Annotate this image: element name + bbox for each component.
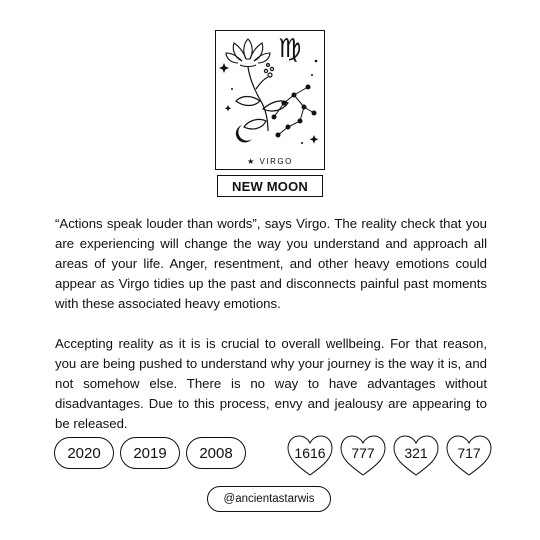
virgo-illustration bbox=[216, 31, 326, 171]
year-pill: 2019 bbox=[120, 437, 180, 469]
heart-number: 1616 bbox=[294, 445, 326, 461]
year-pills bbox=[54, 437, 246, 469]
virgo-glyph-icon: ♍ bbox=[278, 34, 302, 64]
heart-number: 717 bbox=[457, 445, 481, 461]
number-heart bbox=[286, 434, 334, 478]
paragraph-2: Accepting reality as it is is crucial to overall wellbeing. For that reason, you are being pushed to understand why your journey is the way it is, and not somehow else. There is no way to have advantages without disadvantages. Due to this process, envy and jealousy are appearing to be released. bbox=[55, 336, 487, 431]
paragraph-1: “Actions speak louder than words”, says Virgo. The reality check that you are experiencing will change the way you understand and approach all areas of your life. Anger, resentment, and other heavy emotions could appear as Virgo tidies up the past and disconnects painful past moments with these associated heavy emotions. bbox=[55, 216, 487, 311]
constellation-icon bbox=[272, 85, 316, 137]
year-pill: 2008 bbox=[186, 437, 246, 469]
heart-number: 321 bbox=[404, 445, 428, 461]
number-heart bbox=[339, 434, 387, 478]
number-hearts bbox=[286, 434, 493, 478]
moon-phase-label: NEW MOON bbox=[217, 175, 323, 197]
stars-icon bbox=[219, 60, 318, 144]
card-label: ★ VIRGO bbox=[247, 157, 293, 166]
year-pill: 2020 bbox=[54, 437, 114, 469]
virgo-card bbox=[215, 30, 325, 170]
number-heart bbox=[445, 434, 493, 478]
stem-and-leaves-icon bbox=[236, 64, 288, 131]
lotus-flower-icon bbox=[226, 39, 270, 67]
number-heart bbox=[392, 434, 440, 478]
heart-number: 777 bbox=[351, 445, 375, 461]
account-handle[interactable]: @ancientastarwis bbox=[207, 486, 331, 512]
